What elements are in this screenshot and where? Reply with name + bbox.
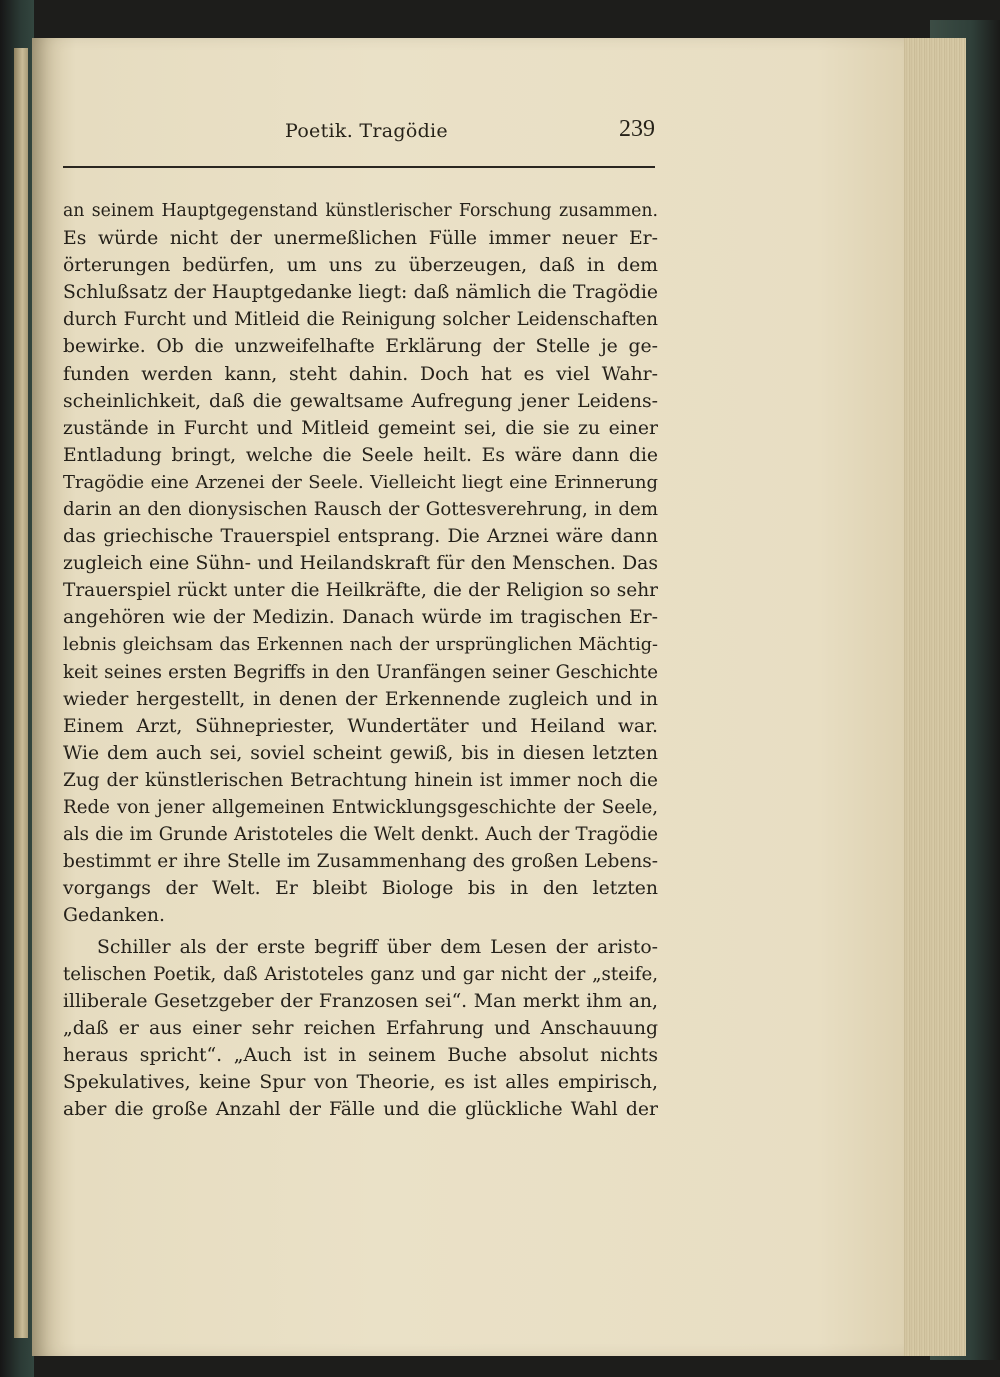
text-line: zugleich eine Sühn- und Heilandskraft für den Menschen. Das	[63, 553, 658, 575]
text-line: Schiller als der erste begriff über dem Lesen der aristo-	[97, 936, 658, 958]
running-head-title: Poetik. Tragödie	[285, 120, 448, 142]
text-line: darin an den dionysischen Rausch der Gottesverehrung, in dem	[63, 499, 658, 521]
text-line: scheinlichkeit, daß die gewaltsame Aufregung jener Leidens-	[63, 390, 658, 412]
text-line: „daß er aus einer sehr reichen Erfahrung und Anschauung	[63, 1017, 658, 1039]
text-line: Gedanken.	[63, 905, 165, 927]
text-line: zustände in Furcht und Mitleid gemeint sei, die sie zu einer	[63, 417, 658, 439]
text-line: Wie dem auch sei, soviel scheint gewiß, bis in diesen letzten	[63, 742, 658, 764]
text-line: illiberale Gesetzgeber der Franzosen sei“. Man merkt ihm an,	[63, 990, 658, 1012]
text-line: vorgangs der Welt. Er bleibt Biologe bis in den letzten	[63, 878, 658, 900]
paragraph-1	[63, 198, 658, 930]
text-line: Zug der künstlerischen Betrachtung hinein ist immer noch die	[63, 769, 658, 791]
text-line: Entladung bringt, welche die Seele heilt. Es wäre dann die	[63, 444, 658, 466]
text-line: bewirke. Ob die unzweifelhafte Erklärung der Stelle je ge-	[63, 336, 658, 358]
text-line: lebnis gleichsam das Erkennen nach der ursprünglichen Mächtig-	[63, 634, 658, 655]
text-line: Schlußsatz der Hauptgedanke liegt: daß nämlich die Tragödie	[63, 282, 658, 304]
body-text	[63, 198, 658, 1123]
text-line: an seinem Hauptgegenstand künstlerischer Forschung zusammen.	[63, 201, 658, 221]
text-line: Einem Arzt, Sühnepriester, Wundertäter und Heiland war.	[63, 715, 658, 737]
text-line: das griechische Trauerspiel entsprang. Die Arznei wäre dann	[63, 526, 658, 548]
text-line: Spekulatives, keine Spur von Theorie, es ist alles empirisch,	[63, 1072, 658, 1093]
text-line: örterungen bedürfen, um uns zu überzeugen, daß in dem	[63, 255, 658, 277]
text-line: funden werden kann, steht dahin. Doch hat es viel Wahr-	[63, 363, 658, 385]
facing-page-edge	[14, 48, 28, 1338]
text-line: als die im Grunde Aristoteles die Welt denkt. Auch der Tragödie	[63, 824, 658, 846]
text-line: angehören wie der Medizin. Danach würde im tragischen Er-	[63, 607, 658, 629]
text-line: Rede von jener allgemeinen Entwicklungsgeschichte der Seele,	[63, 797, 658, 819]
text-line: Trauerspiel rückt unter die Heilkräfte, die der Religion so sehr	[63, 580, 658, 602]
text-line: durch Furcht und Mitleid die Reinigung solcher Leidenschaften	[63, 309, 658, 331]
text-line: keit seines ersten Begriffs in den Uranfängen seiner Geschichte	[63, 661, 658, 683]
page-number: 239	[619, 116, 655, 142]
text-line: Tragödie eine Arzenei der Seele. Vielleicht liegt eine Erinnerung	[63, 471, 658, 493]
text-line: telischen Poetik, daß Aristoteles ganz und gar nicht der „steife,	[63, 963, 658, 985]
text-line: bestimmt er ihre Stelle im Zusammenhang des großen Lebens-	[63, 851, 658, 873]
text-line: Es würde nicht der unermeßlichen Fülle immer neuer Er-	[63, 228, 658, 250]
text-line: heraus spricht“. „Auch ist in seinem Buche absolut nichts	[63, 1044, 658, 1066]
page-stack-edge	[899, 38, 966, 1356]
paragraph-2	[63, 934, 658, 1124]
text-line: aber die große Anzahl der Fälle und die glückliche Wahl der	[63, 1099, 658, 1121]
text-line: wieder hergestellt, in denen der Erkennende zugleich und in	[63, 688, 658, 710]
running-head	[63, 116, 655, 168]
